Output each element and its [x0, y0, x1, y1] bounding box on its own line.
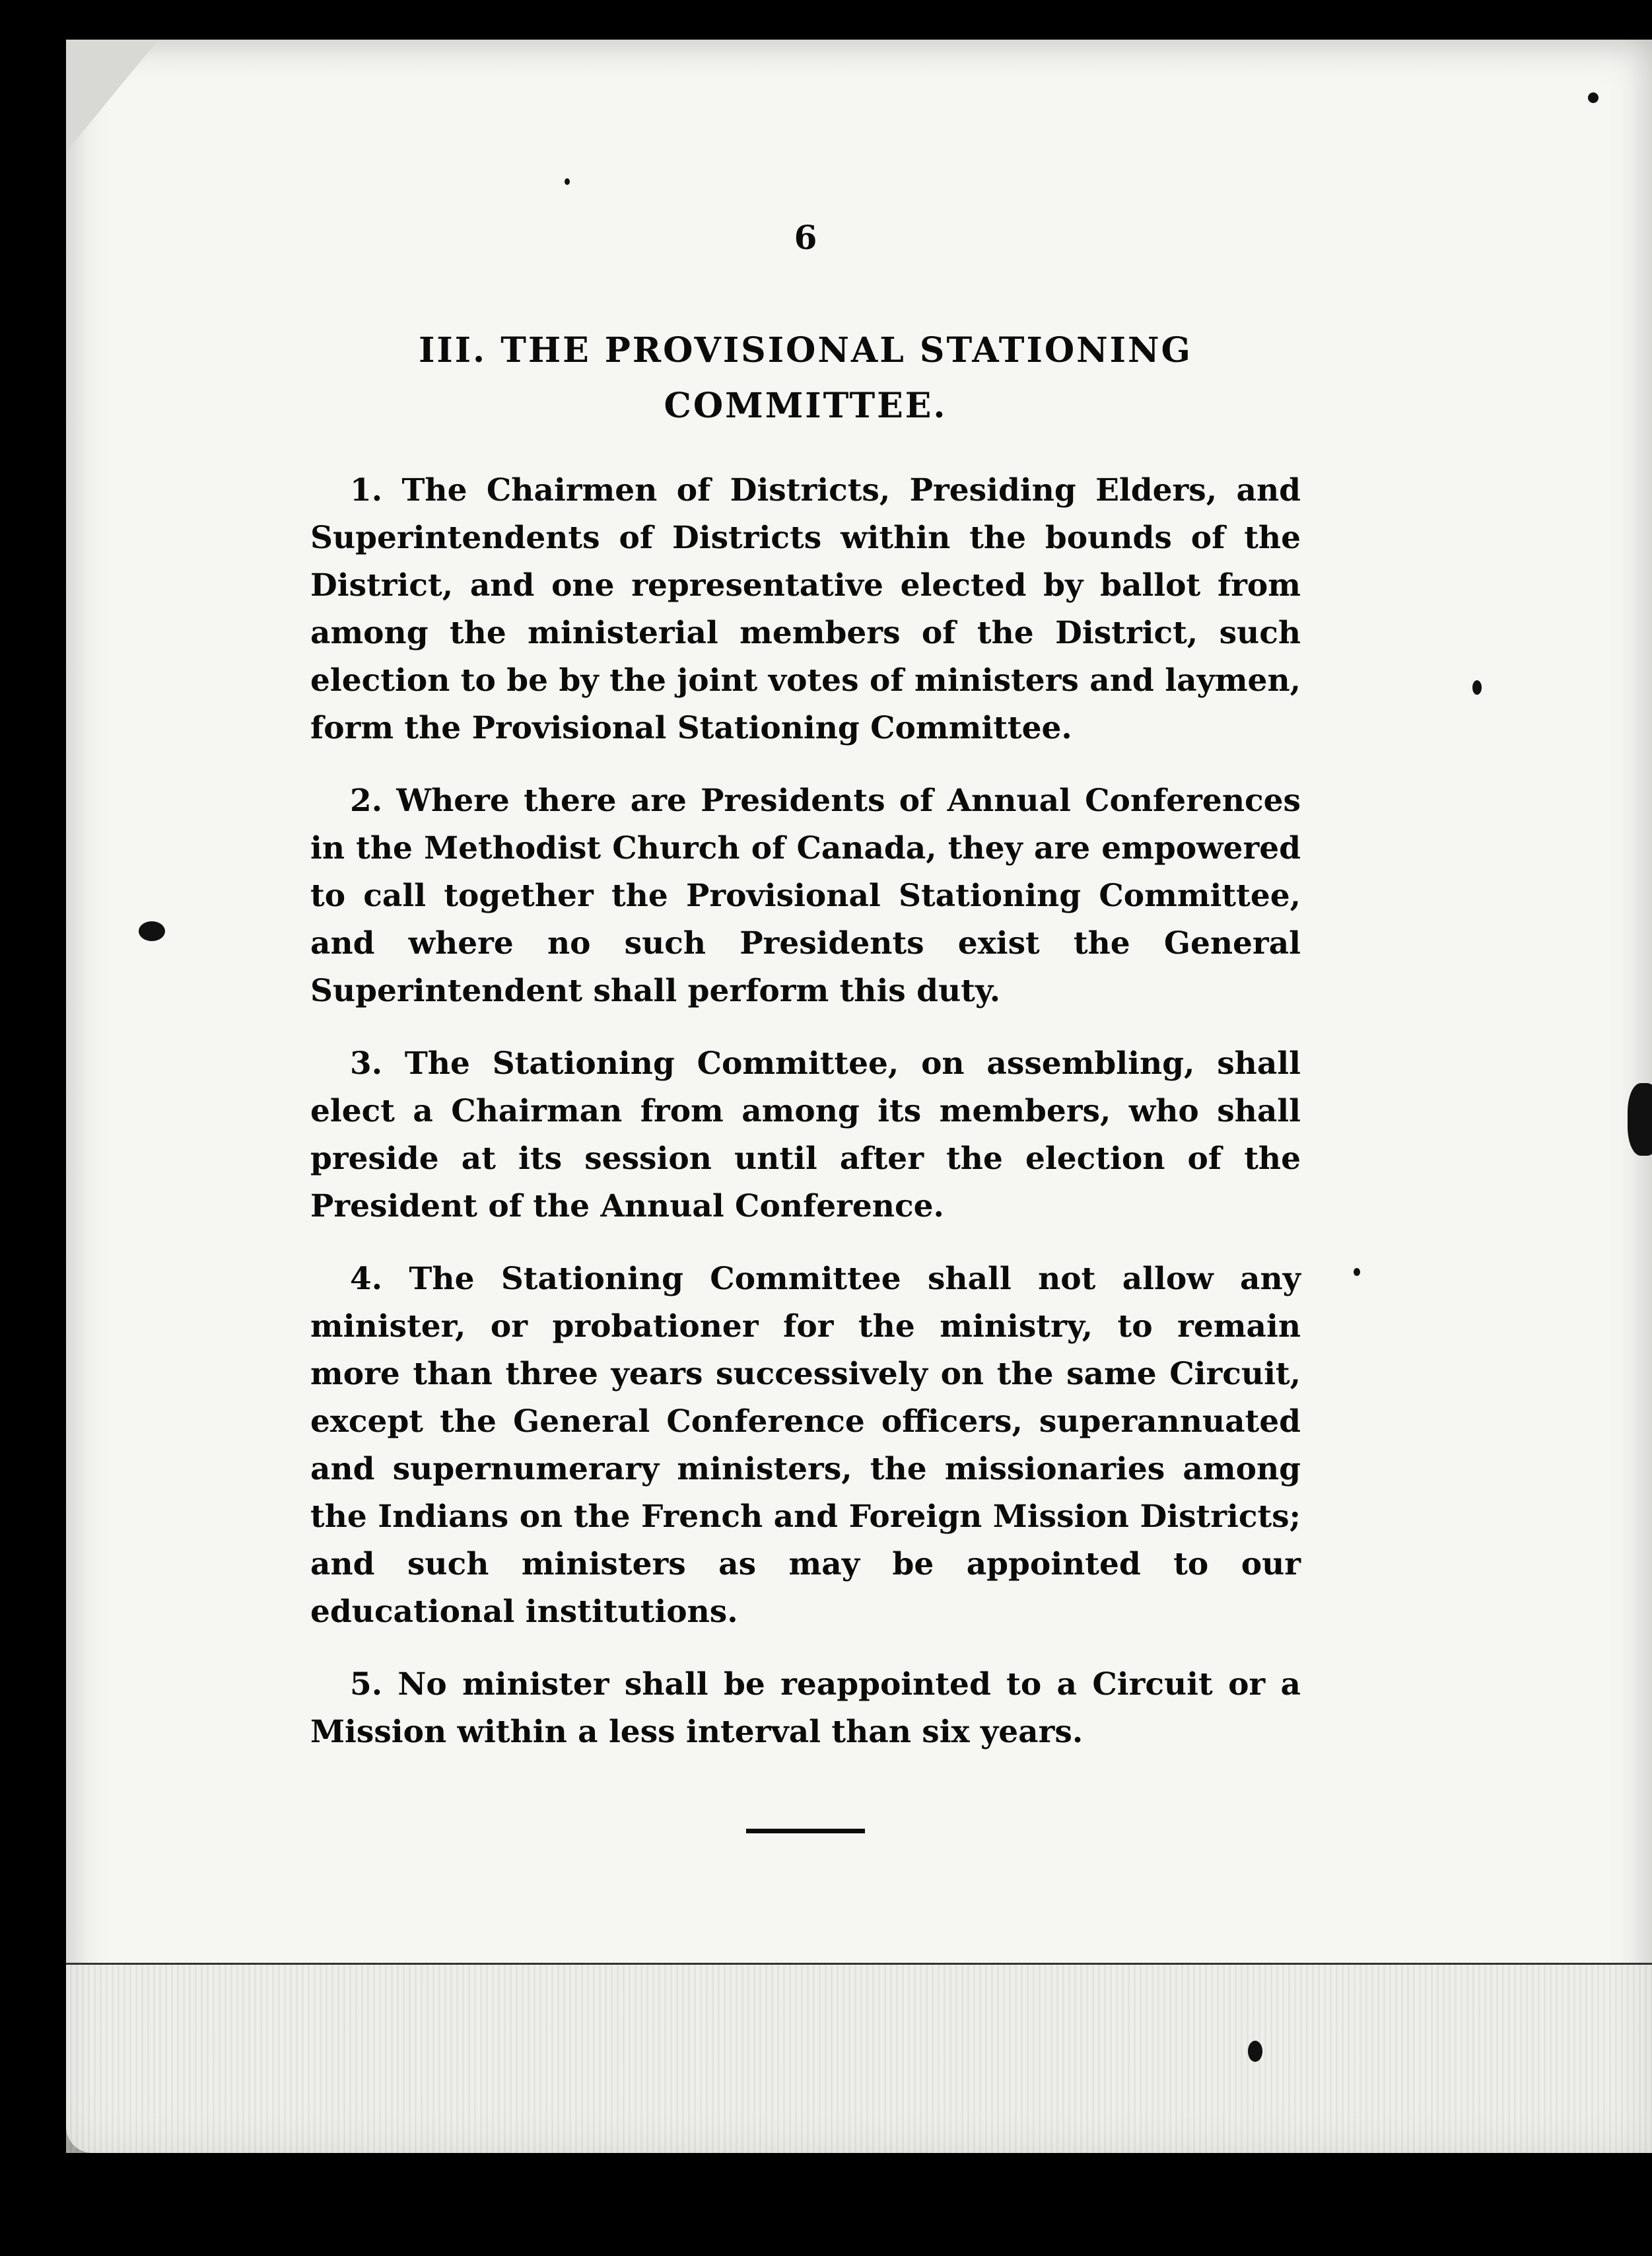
- folded-corner: [66, 40, 158, 152]
- scan-speck: [139, 921, 165, 941]
- bottom-margin-strip: [66, 1965, 1652, 2153]
- scan-speck: [1472, 680, 1482, 695]
- section-title: [310, 323, 1301, 434]
- scan-speck: [1248, 2041, 1262, 2062]
- scan-speck: [1628, 1083, 1652, 1156]
- section-title-line-1: III. THE PROVISIONAL STATIONING: [419, 330, 1192, 370]
- section-title-line-2: COMMITTEE.: [664, 386, 947, 426]
- paragraph-2: 2. Where there are Presidents of Annual Conferences in the Methodist Church of Canada, they are empowered to call together the Provisional Stationing Committee, and where no such Presidents exist the General Superintendent shall perform this duty.: [310, 783, 1301, 1009]
- paragraph-1: 1. The Chairmen of Districts, Presiding Elders, and Superintendents of Districts within the bounds of the District, and one representative elected by ballot from among the ministerial members of the District, such election to be by the joint votes of ministers and laymen, form the Provisional Stationing Committee.: [310, 472, 1301, 746]
- paragraph-5: 5. No minister shall be reappointed to a Circuit or a Mission within a less interval than six years.: [310, 1666, 1301, 1750]
- scan-speck: [1354, 1268, 1360, 1276]
- paragraph-3: 3. The Stationing Committee, on assembling, shall elect a Chairman from among its members, who shall preside at its session until after the election of the President of the Annual Conference.: [310, 1045, 1301, 1224]
- section-end-rule: [746, 1829, 865, 1833]
- paragraph-4: 4. The Stationing Committee shall not allow any minister, or probationer for the ministry, to remain more than three years successively on the same Circuit, except the General Conference officers, superannuated and supernumerary ministers, the missionaries among the Indians on the French and Foreign Mission Districts; and such ministers as may be appointed to our educational institutions.: [310, 1261, 1301, 1630]
- page-number: 6: [794, 218, 817, 257]
- fold-line: [66, 1963, 1652, 1965]
- scan-speck: [1588, 92, 1599, 103]
- scan-speck: [565, 178, 570, 185]
- page-content: [310, 218, 1301, 1833]
